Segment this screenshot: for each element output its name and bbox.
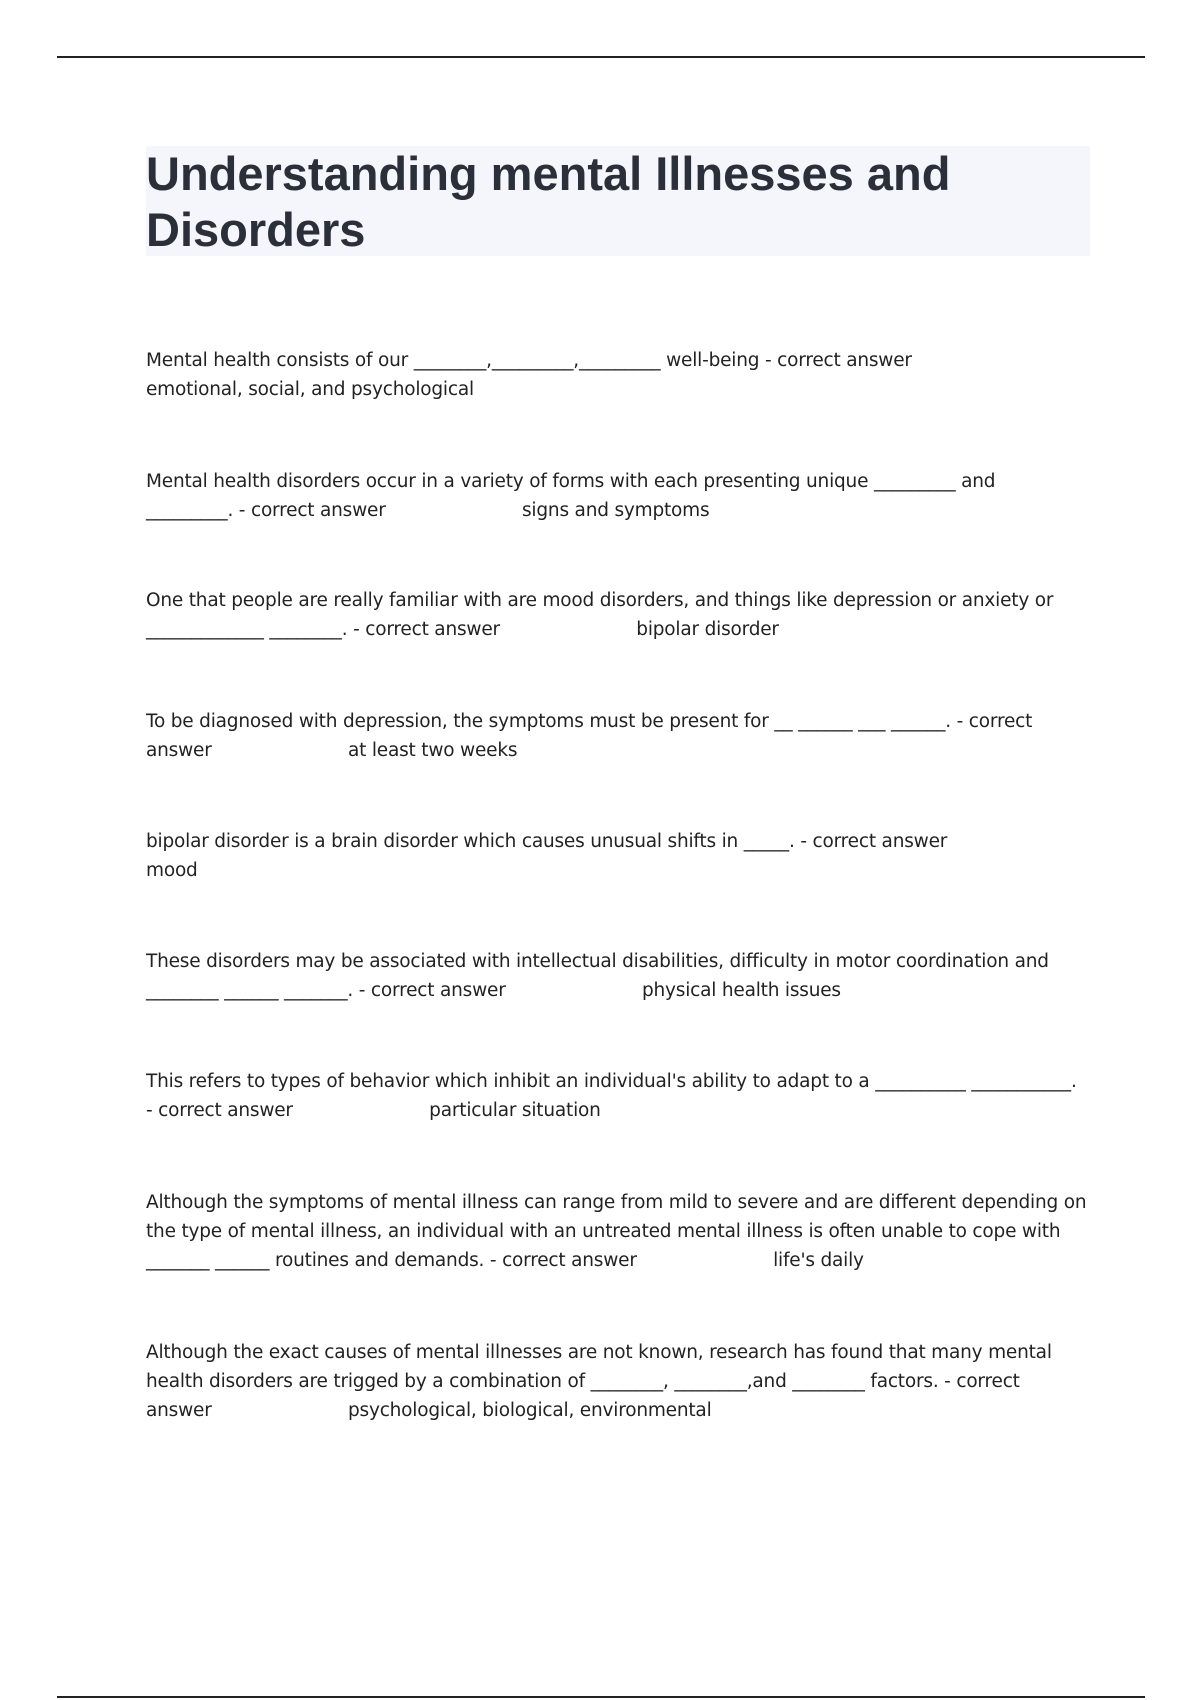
- answer-text: physical health issues: [505, 980, 841, 1001]
- answer-text: particular situation: [292, 1100, 601, 1121]
- qa-item-1: [146, 346, 1096, 404]
- question-text: bipolar disorder is a brain disorder which causes unusual shifts in _____. - correct answer: [146, 831, 948, 852]
- answer-text: bipolar disorder: [499, 619, 779, 640]
- qa-item-4: [146, 707, 1096, 765]
- title-banner: [146, 146, 1090, 256]
- question-text: Although the symptoms of mental illness can range from mild to severe and are different depending on the type of mental illness, an individual with an untreated mental illness is often unable to cope with _______ ______ routines and demands. - correct answer: [146, 1192, 1087, 1271]
- qa-item-8: [146, 1188, 1096, 1275]
- answer-text: signs and symptoms: [385, 500, 710, 521]
- question-text: This refers to types of behavior which inhibit an individual's ability to adapt to a __________ ___________. - correct answer: [146, 1071, 1077, 1121]
- qa-item-6: [146, 947, 1096, 1005]
- answer-text: life's daily: [636, 1250, 864, 1271]
- qa-item-2: [146, 467, 1096, 525]
- bottom-rule: [57, 1696, 1145, 1698]
- qa-item-3: [146, 586, 1096, 644]
- question-text: Although the exact causes of mental illnesses are not known, research has found that many mental health disorders are trigged by a combination of ________, ________,and ________ factors. - correct answer: [146, 1342, 1052, 1421]
- answer-text: mood: [146, 860, 198, 881]
- question-text: One that people are really familiar with are mood disorders, and things like depression or anxiety or _____________ ________. - correct answer: [146, 590, 1054, 640]
- qa-item-9: [146, 1338, 1096, 1425]
- question-text: These disorders may be associated with intellectual disabilities, difficulty in motor coordination and ________ ______ _______. - correct answer: [146, 951, 1049, 1001]
- question-text: Mental health consists of our ________,_________,_________ well-being - correct answer: [146, 350, 912, 371]
- question-text: Mental health disorders occur in a variety of forms with each presenting unique _________ and _________. - correct answer: [146, 471, 996, 521]
- top-rule: [57, 56, 1145, 58]
- page-title: Understanding mental Illnesses and Disorders: [146, 147, 951, 256]
- answer-text: psychological, biological, environmental: [211, 1400, 712, 1421]
- answer-text: emotional, social, and psychological: [146, 379, 474, 400]
- qa-item-5: [146, 827, 1096, 885]
- question-text: To be diagnosed with depression, the symptoms must be present for __ ______ ___ ______. - correct answer: [146, 711, 1033, 761]
- answer-text: at least two weeks: [211, 740, 518, 761]
- qa-item-7: [146, 1067, 1096, 1125]
